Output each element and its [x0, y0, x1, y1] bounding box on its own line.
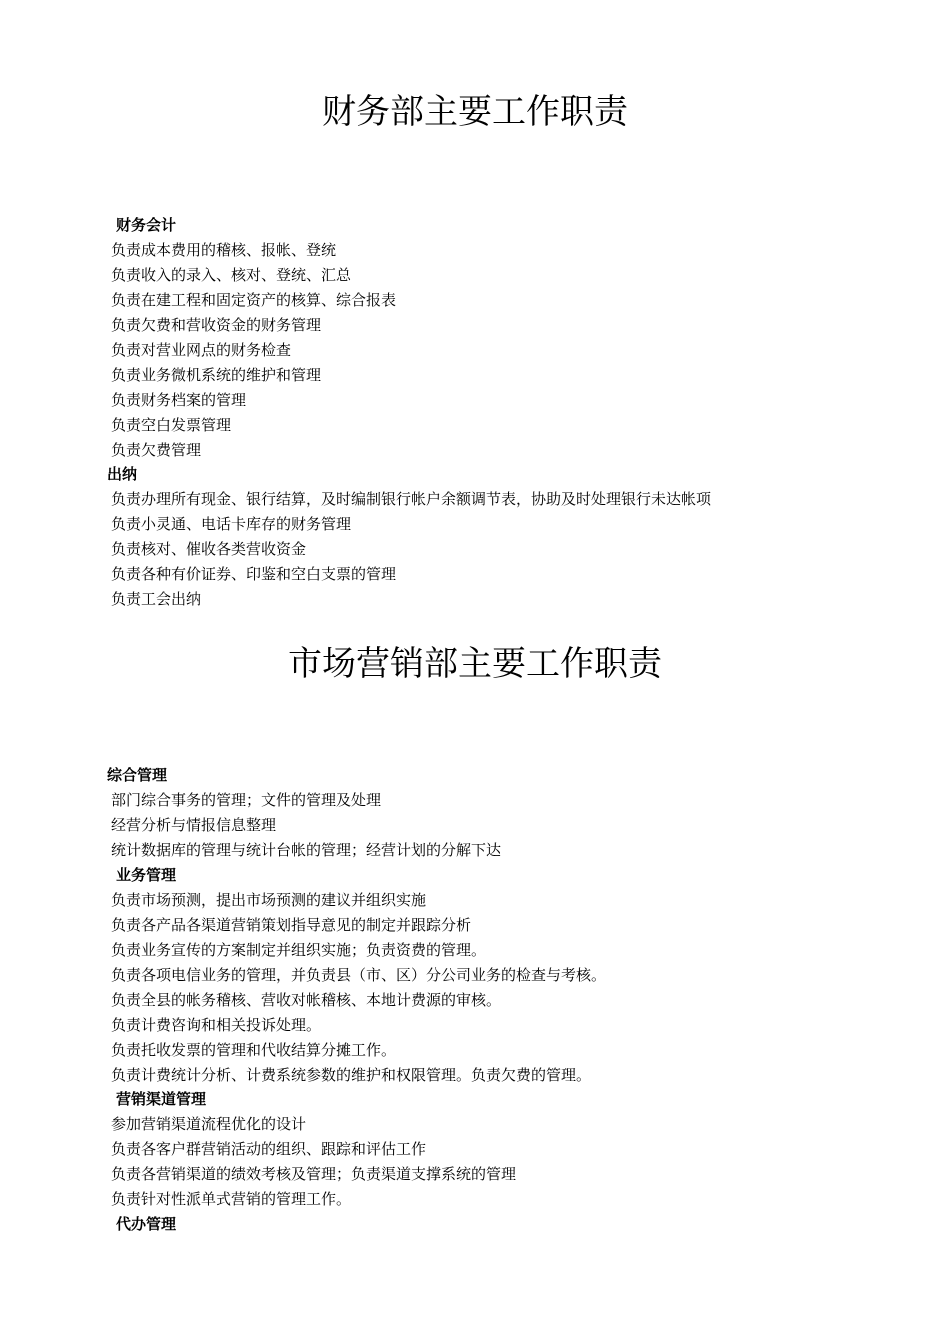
list-item: 负责各种有价证券、印鉴和空白支票的管理 — [111, 565, 397, 583]
agency-management-heading: 代办管理 — [116, 1215, 177, 1233]
business-management-duty-list — [111, 890, 606, 1090]
list-item: 负责计费咨询和相关投诉处理。 — [111, 1016, 322, 1034]
list-item: 负责针对性派单式营销的管理工作。 — [111, 1190, 352, 1208]
list-item: 负责办理所有现金、银行结算，及时编制银行帐户余额调节表，协助及时处理银行未达帐项 — [111, 490, 712, 508]
cashier-duty-list — [111, 489, 711, 614]
list-item: 负责收入的录入、核对、登统、汇总 — [111, 266, 352, 284]
general-management-heading: 综合管理 — [107, 766, 168, 784]
list-item: 统计数据库的管理与统计台帐的管理；经营计划的分解下达 — [111, 841, 502, 859]
accounting-duty-list — [111, 240, 396, 465]
list-item: 负责空白发票管理 — [111, 416, 232, 434]
list-item: 负责核对、催收各类营收资金 — [111, 540, 307, 558]
list-item: 经营分析与情报信息整理 — [111, 816, 277, 834]
marketing-dept-title: 市场营销部主要工作职责 — [288, 644, 662, 684]
list-item: 负责各营销渠道的绩效考核及管理；负责渠道支撑系统的管理 — [111, 1165, 517, 1183]
list-item: 负责计费统计分析、计费系统参数的维护和权限管理。负责欠费的管理。 — [111, 1066, 592, 1084]
channel-management-heading: 营销渠道管理 — [116, 1090, 207, 1108]
list-item: 负责全县的帐务稽核、营收对帐稽核、本地计费源的审核。 — [111, 991, 502, 1009]
list-item: 部门综合事务的管理；文件的管理及处理 — [111, 791, 382, 809]
list-item: 负责托收发票的管理和代收结算分摊工作。 — [111, 1041, 397, 1059]
list-item: 负责对营业网点的财务检查 — [111, 341, 292, 359]
list-item: 负责欠费管理 — [111, 441, 202, 459]
list-item: 负责业务宣传的方案制定并组织实施；负责资费的管理。 — [111, 941, 487, 959]
general-management-duty-list — [111, 790, 501, 865]
list-item: 参加营销渠道流程优化的设计 — [111, 1115, 307, 1133]
list-item: 负责欠费和营收资金的财务管理 — [111, 316, 322, 334]
list-item: 负责各产品各渠道营销策划指导意见的制定并跟踪分析 — [111, 916, 472, 934]
channel-management-duty-list — [111, 1114, 516, 1214]
business-management-heading: 业务管理 — [116, 866, 177, 884]
list-item: 负责小灵通、电话卡库存的财务管理 — [111, 515, 352, 533]
accounting-heading: 财务会计 — [116, 216, 177, 234]
cashier-heading: 出纳 — [107, 465, 138, 483]
list-item: 负责各项电信业务的管理，并负责县（市、区）分公司业务的检查与考核。 — [111, 966, 607, 984]
finance-dept-title: 财务部主要工作职责 — [322, 92, 628, 132]
list-item: 负责业务微机系统的维护和管理 — [111, 366, 322, 384]
list-item: 负责工会出纳 — [111, 590, 202, 608]
list-item: 负责在建工程和固定资产的核算、综合报表 — [111, 291, 397, 309]
list-item: 负责各客户群营销活动的组织、跟踪和评估工作 — [111, 1140, 427, 1158]
list-item: 负责市场预测，提出市场预测的建议并组织实施 — [111, 891, 427, 909]
list-item: 负责成本费用的稽核、报帐、登统 — [111, 241, 337, 259]
list-item: 负责财务档案的管理 — [111, 391, 247, 409]
